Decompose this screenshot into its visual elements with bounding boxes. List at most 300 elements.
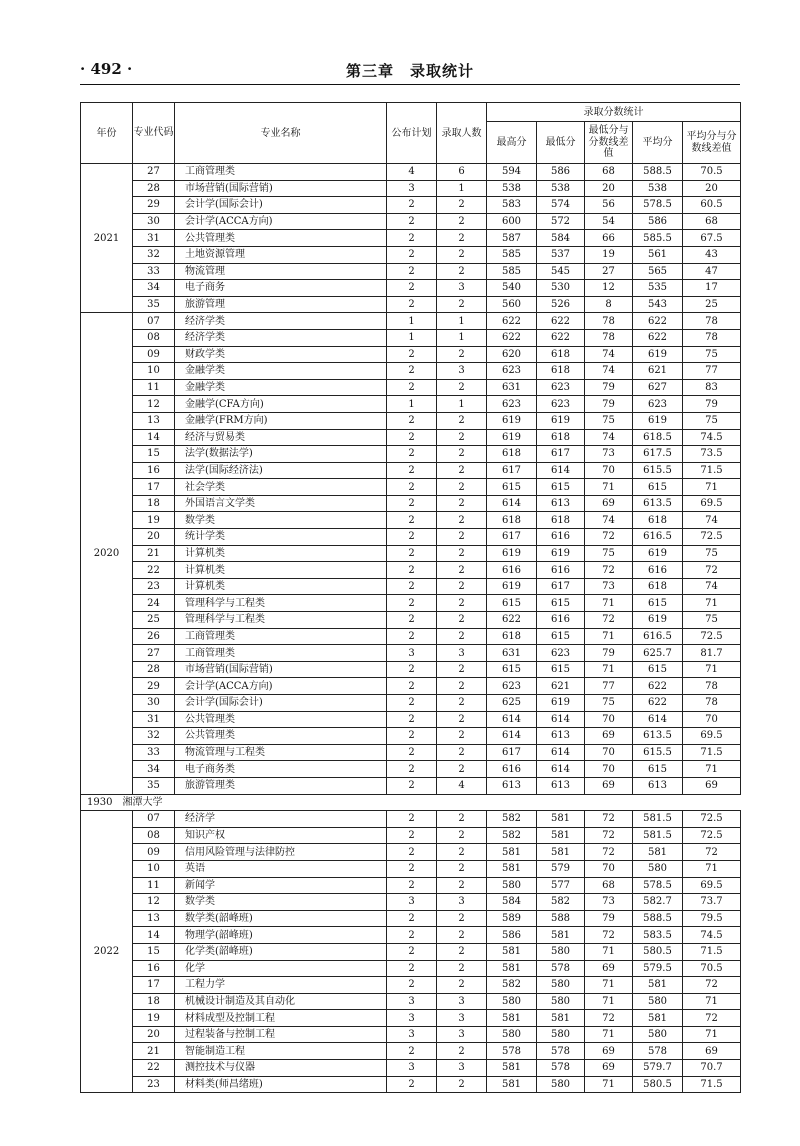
min-diff-cell: 70: [585, 860, 633, 877]
code-cell: 12: [133, 396, 175, 413]
avg-diff-cell: 72: [683, 844, 741, 861]
code-cell: 35: [133, 296, 175, 313]
name-cell: 经济学类: [175, 313, 387, 330]
admitted-cell: 2: [437, 379, 487, 396]
plan-cell: 1: [387, 396, 437, 413]
min-cell: 582: [537, 894, 585, 911]
min-diff-cell: 71: [585, 479, 633, 496]
plan-cell: 2: [387, 1043, 437, 1060]
plan-cell: 2: [387, 877, 437, 894]
plan-cell: 2: [387, 595, 437, 612]
plan-cell: 2: [387, 728, 437, 745]
name-cell: 数学类: [175, 512, 387, 529]
plan-cell: 2: [387, 529, 437, 546]
table-row: [81, 612, 741, 629]
avg-diff-cell: 71.5: [683, 744, 741, 761]
min-cell: 580: [537, 993, 585, 1010]
min-diff-cell: 12: [585, 280, 633, 297]
table-row: [81, 329, 741, 346]
table-row: [81, 246, 741, 263]
max-cell: 617: [487, 462, 537, 479]
code-cell: 35: [133, 777, 175, 794]
table-row: [81, 495, 741, 512]
avg-cell: 619: [633, 346, 683, 363]
admitted-cell: 2: [437, 246, 487, 263]
code-cell: 13: [133, 412, 175, 429]
plan-cell: 2: [387, 246, 437, 263]
min-cell: 617: [537, 578, 585, 595]
avg-cell: 615: [633, 479, 683, 496]
min-diff-cell: 79: [585, 645, 633, 662]
admitted-cell: 2: [437, 661, 487, 678]
min-diff-cell: 71: [585, 1026, 633, 1043]
code-cell: 13: [133, 910, 175, 927]
table-row: [81, 1060, 741, 1077]
avg-diff-cell: 70.5: [683, 164, 741, 181]
min-cell: 615: [537, 628, 585, 645]
table-row: [81, 860, 741, 877]
code-cell: 08: [133, 827, 175, 844]
max-cell: 594: [487, 164, 537, 181]
plan-cell: 2: [387, 578, 437, 595]
admitted-cell: 2: [437, 811, 487, 828]
min-diff-cell: 20: [585, 180, 633, 197]
plan-cell: 3: [387, 645, 437, 662]
code-cell: 28: [133, 661, 175, 678]
plan-cell: 3: [387, 180, 437, 197]
plan-cell: 2: [387, 446, 437, 463]
table-row: [81, 512, 741, 529]
max-cell: 581: [487, 943, 537, 960]
admitted-cell: 3: [437, 1010, 487, 1027]
name-cell: 电子商务: [175, 280, 387, 297]
admission-table: [80, 102, 741, 1093]
max-cell: 540: [487, 280, 537, 297]
max-cell: 614: [487, 495, 537, 512]
avg-cell: 622: [633, 329, 683, 346]
table-row: [81, 529, 741, 546]
avg-diff-cell: 71.5: [683, 943, 741, 960]
min-cell: 614: [537, 744, 585, 761]
plan-cell: 3: [387, 993, 437, 1010]
min-diff-cell: 70: [585, 761, 633, 778]
max-cell: 618: [487, 446, 537, 463]
year-cell: 2022: [81, 811, 133, 1093]
table-row: [81, 777, 741, 794]
avg-cell: 583.5: [633, 927, 683, 944]
avg-cell: 581: [633, 977, 683, 994]
avg-cell: 581.5: [633, 827, 683, 844]
name-cell: 公共管理类: [175, 711, 387, 728]
min-diff-cell: 8: [585, 296, 633, 313]
table-row: [81, 313, 741, 330]
plan-cell: 2: [387, 678, 437, 695]
min-cell: 580: [537, 977, 585, 994]
avg-cell: 623: [633, 396, 683, 413]
min-cell: 579: [537, 860, 585, 877]
name-cell: 管理科学与工程类: [175, 595, 387, 612]
max-cell: 613: [487, 777, 537, 794]
code-cell: 19: [133, 1010, 175, 1027]
avg-cell: 616.5: [633, 529, 683, 546]
name-cell: 旅游管理: [175, 296, 387, 313]
col-group: 录取分数统计: [487, 103, 741, 122]
max-cell: 623: [487, 678, 537, 695]
university-section-row: [81, 794, 741, 811]
table-row: [81, 943, 741, 960]
min-cell: 584: [537, 230, 585, 247]
name-cell: 英语: [175, 860, 387, 877]
avg-cell: 616.5: [633, 628, 683, 645]
min-diff-cell: 79: [585, 396, 633, 413]
min-diff-cell: 70: [585, 462, 633, 479]
min-diff-cell: 78: [585, 329, 633, 346]
plan-cell: 2: [387, 296, 437, 313]
code-cell: 28: [133, 180, 175, 197]
max-cell: 615: [487, 661, 537, 678]
min-cell: 526: [537, 296, 585, 313]
code-cell: 33: [133, 263, 175, 280]
table-row: [81, 280, 741, 297]
name-cell: 数学类: [175, 894, 387, 911]
max-cell: 582: [487, 977, 537, 994]
admitted-cell: 2: [437, 910, 487, 927]
table-row: [81, 446, 741, 463]
max-cell: 616: [487, 562, 537, 579]
avg-diff-cell: 73.7: [683, 894, 741, 911]
min-diff-cell: 75: [585, 412, 633, 429]
min-cell: 586: [537, 164, 585, 181]
name-cell: 金融学类: [175, 363, 387, 380]
min-diff-cell: 77: [585, 678, 633, 695]
admitted-cell: 2: [437, 512, 487, 529]
min-cell: 537: [537, 246, 585, 263]
table-row: [81, 412, 741, 429]
max-cell: 619: [487, 578, 537, 595]
name-cell: 经济与贸易类: [175, 429, 387, 446]
avg-diff-cell: 70.7: [683, 1060, 741, 1077]
avg-cell: 580.5: [633, 1076, 683, 1093]
avg-cell: 538: [633, 180, 683, 197]
avg-cell: 613.5: [633, 495, 683, 512]
avg-cell: 565: [633, 263, 683, 280]
table-row: [81, 296, 741, 313]
max-cell: 581: [487, 1076, 537, 1093]
avg-cell: 588.5: [633, 164, 683, 181]
min-diff-cell: 71: [585, 661, 633, 678]
avg-diff-cell: 72.5: [683, 811, 741, 828]
avg-diff-cell: 74: [683, 578, 741, 595]
min-diff-cell: 72: [585, 612, 633, 629]
min-diff-cell: 69: [585, 495, 633, 512]
table-row: [81, 811, 741, 828]
admitted-cell: 2: [437, 230, 487, 247]
avg-cell: 619: [633, 612, 683, 629]
plan-cell: 2: [387, 711, 437, 728]
admitted-cell: 3: [437, 1060, 487, 1077]
min-diff-cell: 73: [585, 446, 633, 463]
col-avg-diff: 平均分与分数线差值: [683, 122, 741, 164]
max-cell: 582: [487, 827, 537, 844]
avg-diff-cell: 71: [683, 661, 741, 678]
max-cell: 581: [487, 960, 537, 977]
plan-cell: 2: [387, 927, 437, 944]
avg-diff-cell: 70.5: [683, 960, 741, 977]
admitted-cell: 3: [437, 363, 487, 380]
admitted-cell: 4: [437, 777, 487, 794]
max-cell: 631: [487, 645, 537, 662]
min-cell: 615: [537, 661, 585, 678]
avg-diff-cell: 75: [683, 545, 741, 562]
table-row: [81, 462, 741, 479]
name-cell: 统计学类: [175, 529, 387, 546]
name-cell: 外国语言文学类: [175, 495, 387, 512]
plan-cell: 2: [387, 910, 437, 927]
admitted-cell: 2: [437, 612, 487, 629]
min-diff-cell: 74: [585, 512, 633, 529]
avg-cell: 615: [633, 761, 683, 778]
table-row: [81, 429, 741, 446]
code-cell: 31: [133, 230, 175, 247]
max-cell: 585: [487, 263, 537, 280]
avg-diff-cell: 67.5: [683, 230, 741, 247]
admitted-cell: 3: [437, 894, 487, 911]
name-cell: 社会学类: [175, 479, 387, 496]
min-diff-cell: 72: [585, 562, 633, 579]
admitted-cell: 2: [437, 761, 487, 778]
table-row: [81, 645, 741, 662]
avg-diff-cell: 74.5: [683, 429, 741, 446]
admitted-cell: 1: [437, 329, 487, 346]
name-cell: 公共管理类: [175, 230, 387, 247]
name-cell: 物流管理与工程类: [175, 744, 387, 761]
avg-diff-cell: 17: [683, 280, 741, 297]
table-row: [81, 1010, 741, 1027]
min-cell: 588: [537, 910, 585, 927]
code-cell: 22: [133, 562, 175, 579]
avg-diff-cell: 43: [683, 246, 741, 263]
header-rule: [80, 84, 740, 85]
min-diff-cell: 73: [585, 578, 633, 595]
name-cell: 数学类(韶峰班): [175, 910, 387, 927]
min-diff-cell: 72: [585, 811, 633, 828]
min-diff-cell: 71: [585, 1076, 633, 1093]
name-cell: 市场营销(国际营销): [175, 180, 387, 197]
code-cell: 08: [133, 329, 175, 346]
code-cell: 22: [133, 1060, 175, 1077]
max-cell: 616: [487, 761, 537, 778]
plan-cell: 2: [387, 695, 437, 712]
plan-cell: 2: [387, 545, 437, 562]
min-cell: 538: [537, 180, 585, 197]
avg-diff-cell: 77: [683, 363, 741, 380]
plan-cell: 2: [387, 943, 437, 960]
admitted-cell: 2: [437, 213, 487, 230]
code-cell: 17: [133, 479, 175, 496]
min-cell: 580: [537, 943, 585, 960]
name-cell: 工商管理类: [175, 645, 387, 662]
table-row: [81, 827, 741, 844]
max-cell: 618: [487, 512, 537, 529]
plan-cell: 3: [387, 894, 437, 911]
table-row: [81, 1076, 741, 1093]
plan-cell: 2: [387, 230, 437, 247]
col-min: 最低分: [537, 122, 585, 164]
max-cell: 600: [487, 213, 537, 230]
min-cell: 581: [537, 827, 585, 844]
code-cell: 18: [133, 993, 175, 1010]
code-cell: 21: [133, 545, 175, 562]
avg-diff-cell: 68: [683, 213, 741, 230]
name-cell: 财政学类: [175, 346, 387, 363]
min-cell: 574: [537, 197, 585, 214]
max-cell: 615: [487, 595, 537, 612]
table-row: [81, 728, 741, 745]
table-row: [81, 595, 741, 612]
table-row: [81, 1026, 741, 1043]
name-cell: 旅游管理类: [175, 777, 387, 794]
min-cell: 616: [537, 612, 585, 629]
min-diff-cell: 78: [585, 313, 633, 330]
admitted-cell: 2: [437, 678, 487, 695]
code-cell: 34: [133, 280, 175, 297]
avg-diff-cell: 71.5: [683, 462, 741, 479]
max-cell: 614: [487, 711, 537, 728]
admitted-cell: 3: [437, 280, 487, 297]
avg-diff-cell: 69: [683, 1043, 741, 1060]
avg-cell: 578.5: [633, 877, 683, 894]
table-row: [81, 661, 741, 678]
table-row: [81, 230, 741, 247]
code-cell: 11: [133, 379, 175, 396]
avg-cell: 588.5: [633, 910, 683, 927]
name-cell: 电子商务类: [175, 761, 387, 778]
name-cell: 公共管理类: [175, 728, 387, 745]
admitted-cell: 2: [437, 412, 487, 429]
plan-cell: 3: [387, 1010, 437, 1027]
avg-diff-cell: 69.5: [683, 728, 741, 745]
min-diff-cell: 79: [585, 379, 633, 396]
table-row: [81, 761, 741, 778]
min-diff-cell: 68: [585, 877, 633, 894]
min-cell: 615: [537, 595, 585, 612]
table-row: [81, 379, 741, 396]
name-cell: 过程装备与控制工程: [175, 1026, 387, 1043]
avg-cell: 627: [633, 379, 683, 396]
plan-cell: 2: [387, 429, 437, 446]
max-cell: 623: [487, 396, 537, 413]
plan-cell: 4: [387, 164, 437, 181]
max-cell: 581: [487, 1060, 537, 1077]
col-avg: 平均分: [633, 122, 683, 164]
table-row: [81, 695, 741, 712]
avg-diff-cell: 25: [683, 296, 741, 313]
avg-diff-cell: 71: [683, 1026, 741, 1043]
min-diff-cell: 75: [585, 545, 633, 562]
min-cell: 578: [537, 960, 585, 977]
min-cell: 580: [537, 1026, 585, 1043]
avg-cell: 615.5: [633, 744, 683, 761]
admitted-cell: 2: [437, 479, 487, 496]
min-cell: 581: [537, 1010, 585, 1027]
min-diff-cell: 66: [585, 230, 633, 247]
table-row: [81, 628, 741, 645]
avg-cell: 618: [633, 512, 683, 529]
code-cell: 32: [133, 246, 175, 263]
avg-diff-cell: 83: [683, 379, 741, 396]
avg-cell: 616: [633, 562, 683, 579]
table-row: [81, 164, 741, 181]
admitted-cell: 3: [437, 1026, 487, 1043]
admitted-cell: 2: [437, 197, 487, 214]
min-diff-cell: 69: [585, 1043, 633, 1060]
table-row: [81, 213, 741, 230]
max-cell: 538: [487, 180, 537, 197]
avg-diff-cell: 74: [683, 512, 741, 529]
min-diff-cell: 71: [585, 628, 633, 645]
min-diff-cell: 72: [585, 529, 633, 546]
avg-diff-cell: 75: [683, 612, 741, 629]
table-row: [81, 363, 741, 380]
min-diff-cell: 70: [585, 711, 633, 728]
avg-diff-cell: 75: [683, 346, 741, 363]
avg-diff-cell: 72.5: [683, 529, 741, 546]
name-cell: 土地资源管理: [175, 246, 387, 263]
admitted-cell: 2: [437, 1043, 487, 1060]
avg-diff-cell: 72: [683, 977, 741, 994]
code-cell: 29: [133, 197, 175, 214]
code-cell: 16: [133, 960, 175, 977]
admitted-cell: 2: [437, 495, 487, 512]
admitted-cell: 2: [437, 695, 487, 712]
admitted-cell: 1: [437, 180, 487, 197]
admitted-cell: 2: [437, 578, 487, 595]
code-cell: 20: [133, 1026, 175, 1043]
max-cell: 618: [487, 628, 537, 645]
name-cell: 会计学(国际会计): [175, 695, 387, 712]
min-cell: 613: [537, 728, 585, 745]
admitted-cell: 2: [437, 960, 487, 977]
min-diff-cell: 27: [585, 263, 633, 280]
avg-diff-cell: 71: [683, 993, 741, 1010]
min-cell: 618: [537, 346, 585, 363]
max-cell: 587: [487, 230, 537, 247]
plan-cell: 1: [387, 329, 437, 346]
code-cell: 16: [133, 462, 175, 479]
plan-cell: 2: [387, 761, 437, 778]
table-row: [81, 479, 741, 496]
name-cell: 材料成型及控制工程: [175, 1010, 387, 1027]
avg-cell: 615: [633, 661, 683, 678]
avg-cell: 585.5: [633, 230, 683, 247]
university-section-label: 1930 湘潭大学: [81, 794, 741, 811]
name-cell: 经济学: [175, 811, 387, 828]
max-cell: 625: [487, 695, 537, 712]
name-cell: 智能制造工程: [175, 1043, 387, 1060]
name-cell: 计算机类: [175, 562, 387, 579]
max-cell: 617: [487, 529, 537, 546]
min-cell: 613: [537, 777, 585, 794]
avg-cell: 535: [633, 280, 683, 297]
avg-diff-cell: 81.7: [683, 645, 741, 662]
plan-cell: 1: [387, 313, 437, 330]
code-cell: 30: [133, 213, 175, 230]
avg-cell: 613.5: [633, 728, 683, 745]
plan-cell: 2: [387, 977, 437, 994]
code-cell: 20: [133, 529, 175, 546]
name-cell: 工商管理类: [175, 628, 387, 645]
plan-cell: 2: [387, 495, 437, 512]
